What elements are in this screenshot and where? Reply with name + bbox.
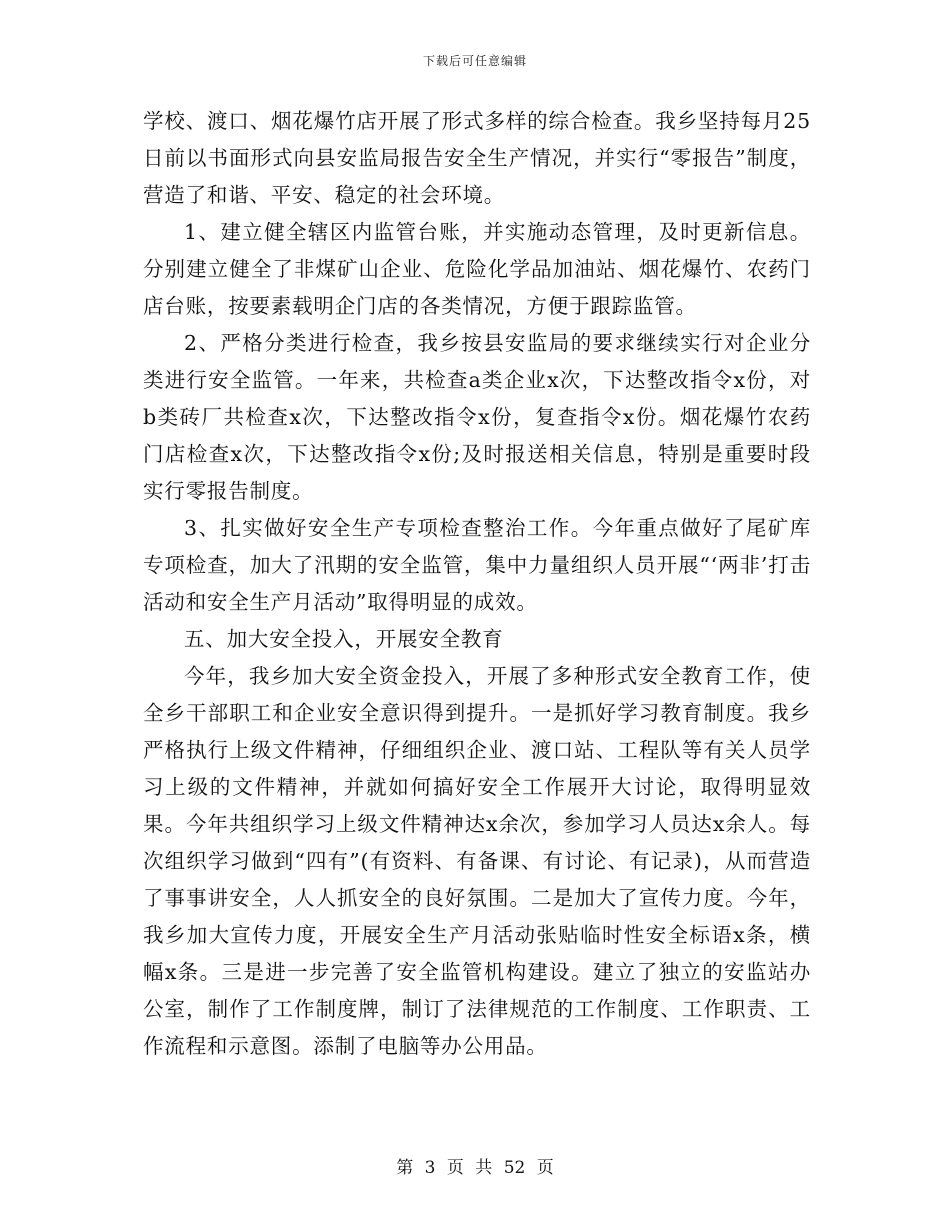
page-header-note: 下载后可任意编辑 bbox=[422, 54, 527, 68]
paragraph-ledger-management: 1、建立健全辖区内监管台账，并实施动态管理，及时更新信息。分别建立健全了非煤矿山企业、危险化学品加油站、烟花爆竹、农药门店台账，按要素载明企门店的各类情况，方便于跟踪监管。 bbox=[143, 220, 811, 318]
paragraph-inspection-summary: 学校、渡口、烟花爆竹店开展了形式多样的综合检查。我乡坚持每月25日前以书面形式向县安监局报告安全生产情况，并实行“零报告”制度，营造了和谐、平安、稳定的社会环境。 bbox=[143, 109, 811, 207]
paragraph-safety-education: 今年，我乡加大安全资金投入，开展了多种形式安全教育工作，使全乡干部职工和企业安全意识得到提升。一是抓好学习教育制度。我乡严格执行上级文件精神，仔细组织企业、渡口站、工程队等有关人员学习上级的文件精神，并就如何搞好安全工作展开大讨论，取得明显效果。今年共组织学习上级文件精神达x余次，参加学习人员达x余人。每次组织学习做到“四有”(有资料、有备课、有讨论、有记录)，从而营造了事事讲安全，人人抓安全的良好氛围。二是加大了宣传力度。今年，我乡加大宣传力度，开展安全生产月活动张贴临时性安全标语x条，横幅x条。三是进一步完善了安全监管机构建设。建立了独立的安监站办公室，制作了工作制度牌，制订了法律规范的工作制度、工作职责、工作流程和示意图。添制了电脑等办公用品。 bbox=[143, 664, 811, 1058]
section-heading-safety-investment: 五、加大安全投入，开展安全教育 bbox=[184, 627, 504, 651]
page-number-footer: 第 3 页 共 52 页 bbox=[396, 1158, 554, 1178]
paragraph-classified-inspection: 2、严格分类进行检查，我乡按县安监局的要求继续实行对企业分类进行安全监管。一年来，共检查a类企业x次，下达整改指令x份，对b类砖厂共检查x次，下达整改指令x份，复查指令x份。烟花爆竹农药门店检查x次，下达整改指令x份;及时报送相关信息，特别是重要时段实行零报告制度。 bbox=[143, 331, 811, 503]
document-body bbox=[143, 103, 811, 1065]
paragraph-special-inspection: 3、扎实做好安全生产专项检查整治工作。今年重点做好了尾矿库专项检查，加大了汛期的安全监管，集中力量组织人员开展“‘两非’打击活动和安全生产月活动”取得明显的成效。 bbox=[143, 516, 811, 614]
